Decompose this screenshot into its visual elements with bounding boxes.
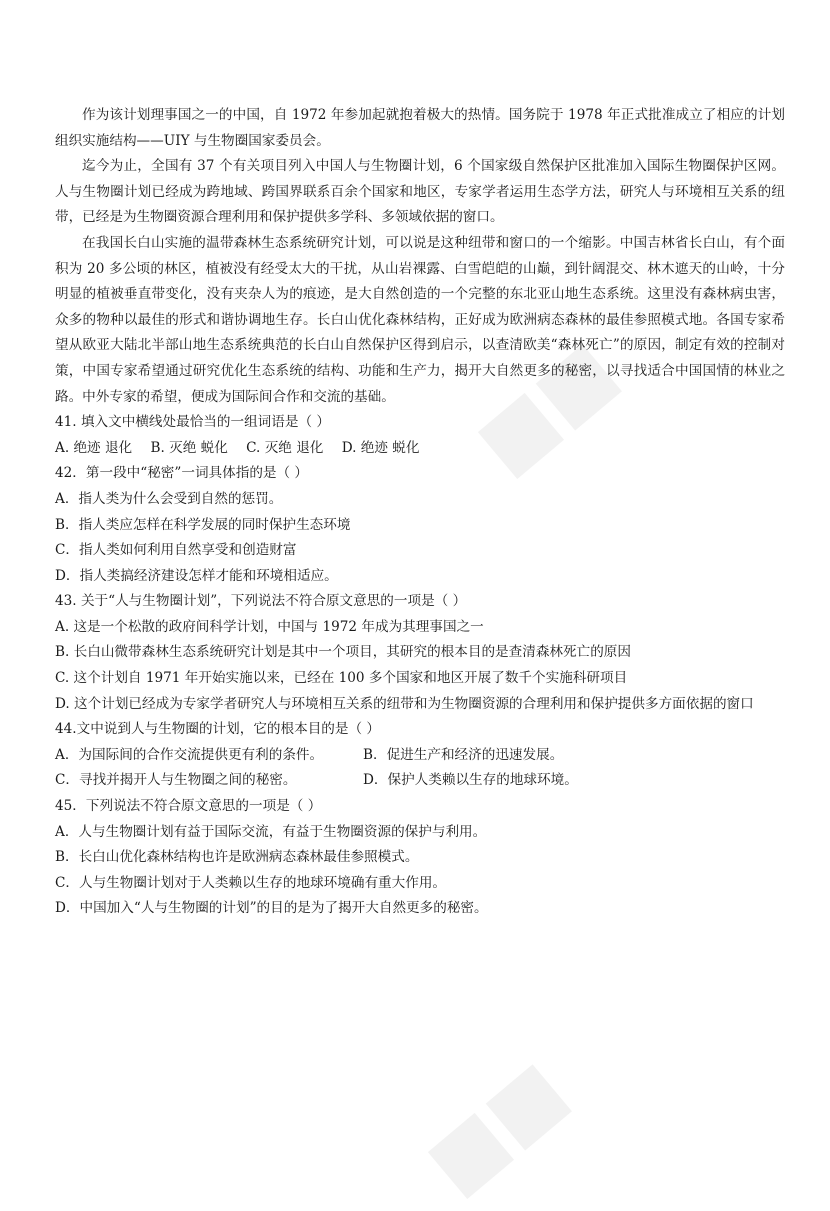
option-b: B. 灭绝 蜕化 bbox=[150, 439, 228, 456]
question-44-row-2 bbox=[55, 768, 785, 794]
passage-paragraph-1: 作为该计划理事国之一的中国，自 1972 年参加起就抱着极大的热情。国务院于 1978 年正式批准成立了相应的计划组织实施结构——UIY 与生物圈国家委员会。 bbox=[55, 107, 785, 149]
question-45-stem: 45．下列说法不符合原文意思的一项是（ ） bbox=[55, 798, 322, 815]
question-44-row-1 bbox=[55, 743, 785, 769]
option-b: B．促进生产和经济的迅速发展。 bbox=[363, 746, 564, 763]
passage-paragraph-2: 迄今为止，全国有 37 个有关项目列入中国人与生物圈计划，6 个国家级自然保护区批准加入国际生物圈保护区网。人与生物圈计划已经成为跨地域、跨国界联系百余个国家和地区，专家学者运用生态学方法，研究人与环境相互关系的纽带，已经是为生物圈资源合理利用和保护提供多学科、多领域依据的窗口。 bbox=[55, 158, 785, 226]
question-42-stem: 42．第一段中“秘密”一词具体指的是（ ） bbox=[55, 465, 309, 482]
option-d: D．保护人类赖以生存的地球环境。 bbox=[363, 772, 578, 789]
document-page bbox=[55, 103, 785, 922]
option-a: A. 绝迹 退化 bbox=[55, 439, 133, 456]
option-c: C．指人类如何利用自然享受和创造财富 bbox=[55, 542, 297, 559]
option-a: A. 这是一个松散的政府间科学计划，中国与 1972 年成为其理事国之一 bbox=[55, 618, 484, 635]
option-d: D．指人类搞经济建设怎样才能和环境相适应。 bbox=[55, 567, 338, 584]
passage-paragraph-3: 在我国长白山实施的温带森林生态系统研究计划，可以说是这种纽带和窗口的一个缩影。中国吉林省长白山，有个面积为 20 多公顷的林区，植被没有经受太大的干扰，从山岩裸露、白雪皑皑的山巅，到针阔混交、林木遮天的山岭，十分明显的植被垂直带变化，没有夹杂人为的痕迹，是大自然创造的一个完整的东北亚山地生态系统。这里没有森林病虫害，众多的物种以最佳的形式和谐协调地生存。长白山优化森林结构，正好成为欧洲病态森林的最佳参照模式地。各国专家希望从欧亚大陆北半部山地生态系统典范的长白山自然保护区得到启示，以查清欧美“森林死亡”的原因，制定有效的控制对策，中国专家希望通过研究优化生态系统的结构、功能和生产力，揭开大自然更多的秘密，以寻找适合中国国情的林业之路。中外专家的希望，便成为国际间合作和交流的基础。 bbox=[55, 234, 785, 405]
option-b: B．长白山优化森林结构也许是欧洲病态森林最佳参照模式。 bbox=[55, 849, 419, 866]
option-d: D. 绝迹 蜕化 bbox=[341, 439, 420, 456]
option-d: D．中国加入“人与生物圈的计划”的目的是为了揭开大自然更多的秘密。 bbox=[55, 900, 488, 917]
option-c: C．人与生物圈计划对于人类赖以生存的地球环境确有重大作用。 bbox=[55, 874, 447, 891]
option-b: B．指人类应怎样在科学发展的同时保护生态环境 bbox=[55, 516, 351, 533]
option-c: C．寻找并揭开人与生物圈之间的秘密。 bbox=[55, 772, 297, 789]
question-41-options bbox=[55, 436, 785, 462]
option-a: A．指人类为什么会受到自然的惩罚。 bbox=[55, 490, 283, 507]
question-43-stem: 43. 关于“人与生物圈计划”，下列说法不符合原文意思的一项是（ ） bbox=[55, 593, 467, 610]
watermark: ■■ bbox=[457, 322, 634, 491]
question-41-stem: 41. 填入文中横线处最恰当的一组词语是（ ） bbox=[55, 414, 330, 431]
option-b: B. 长白山微带森林生态系统研究计划是其中一个项目，其研究的根本目的是查清森林死亡的原因 bbox=[55, 644, 631, 661]
option-d: D. 这个计划已经成为专家学者研究人与环境相互关系的纽带和为生物圈资源的合理利用和保护提供多方面依据的窗口 bbox=[55, 695, 754, 712]
question-44-stem: 44.文中说到人与生物圈的计划，它的根本目的是（ ） bbox=[55, 721, 381, 738]
option-a: A．人与生物圈计划有益于国际交流，有益于生物圈资源的保护与利用。 bbox=[55, 823, 487, 840]
option-c: C. 灭绝 退化 bbox=[246, 439, 324, 456]
option-a: A．为国际间的合作交流提供更有利的条件。 bbox=[55, 746, 324, 763]
option-c: C. 这个计划自 1971 年开始实施以来，已经在 100 多个国家和地区开展了数千个实施科研项目 bbox=[55, 670, 628, 687]
watermark: ■■ bbox=[407, 1042, 584, 1211]
